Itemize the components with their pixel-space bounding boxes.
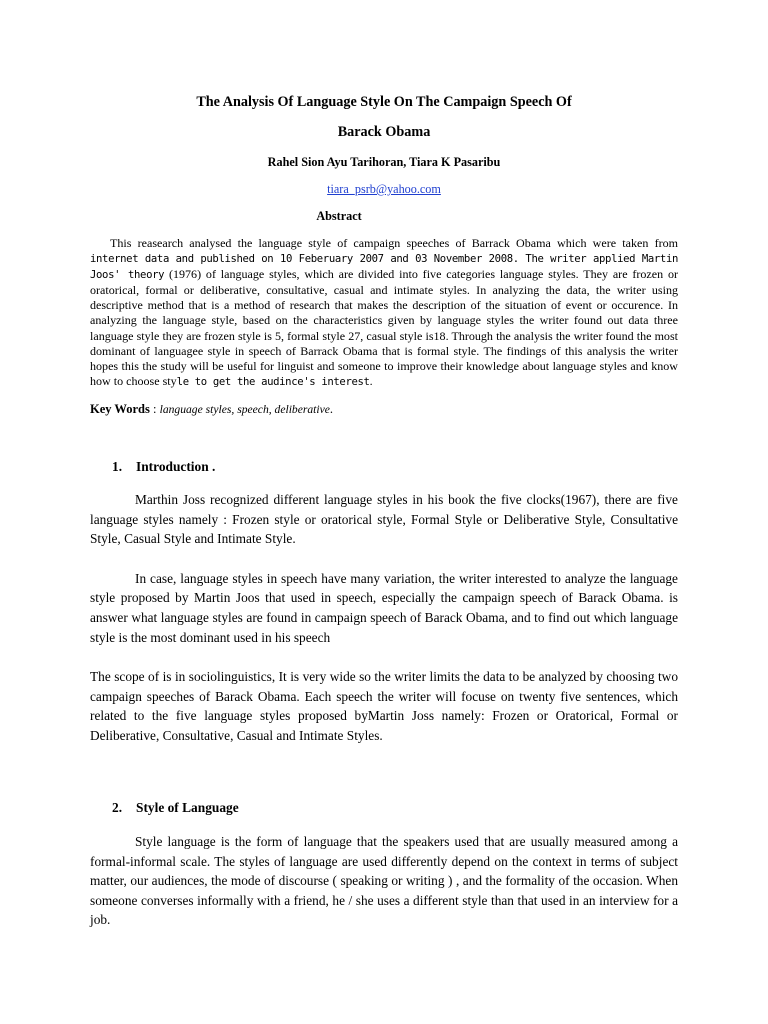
author-list: Rahel Sion Ayu Tarihoran, Tiara K Pasaribu [267, 155, 501, 169]
section-number: 2. [112, 800, 123, 815]
section-number: 1. [112, 459, 123, 474]
abstract-paragraph [90, 236, 678, 390]
abstract-text-mono-1: internet data and published on 10 Feberuary 2007 and 03 November 2008. The writer applied Martin Joos' theory [90, 253, 678, 282]
keywords-value: language styles, speech, deliberative [159, 403, 330, 416]
abstract-text-2: (1976) of language styles, which are divided into five categories language styles. They are frozen or oratorical, formal or deliberative, consultative, casual and intimate styles. In analyzing the data, the writer using descriptive method that is a method of research that makes the description of the situation of event or occurence. In analyzing the language style, based on the characteristics given by language styles the writer found out data three language style they are frozen style is 5, formal style 27, casual style is18. Through the analysis the writer found the most dominant of languagee style in speech of Barrack Obama that is formal style. The findings of this analysis the writer hopes this the study will be useful for linguist and someone to improve their knowledge about language styles and know how to choose sty [90, 267, 678, 388]
keywords-line [90, 402, 333, 417]
section-title: Introduction . [136, 459, 216, 474]
section-title: Style of Language [136, 800, 239, 815]
abstract-heading: Abstract [316, 209, 362, 223]
paper-title-line-2: Barack Obama [337, 124, 431, 140]
email-line [0, 182, 768, 197]
abstract-text-mono-2: le to get the audince's interest [176, 375, 370, 388]
keywords-end: . [329, 402, 334, 416]
abstract-body [90, 236, 678, 390]
keywords-label: Key Words [90, 402, 150, 416]
email-link[interactable]: tiara_psrb@yahoo.com [327, 182, 441, 196]
abstract-text-3: . [369, 373, 373, 388]
section-2-body [90, 832, 678, 930]
section-heading-style-of-language [112, 800, 239, 816]
section-1-body [90, 490, 678, 746]
style-paragraph-1: Style language is the form of language that the speakers used that are usually measured among a formal-informal scale. The styles of language are used differently depend on the context in terms of subject matter, our audiences, the mode of discourse ( speaking or writing ) , and the formality of the occasion. When someone converses informally with a friend, he / she uses a different style than that used in an interview for a job. [90, 834, 678, 928]
intro-paragraph-1: Marthin Joss recognized different language styles in his book the five clocks(1967), there are five language styles namely : Frozen style or oratorical style, Formal Style or Deliberative Style, Consultative Style, Casual Style and Intimate Style. [90, 492, 678, 547]
section-heading-introduction [112, 459, 215, 475]
paper-title-line-1: The Analysis Of Language Style On The Campaign Speech Of [196, 94, 572, 110]
intro-paragraph-3: The scope of is in sociolinguistics, It is very wide so the writer limits the data to be analyzed by choosing two campaign speeches of Barack Obama. Each speech the writer will focuse on twenty five sentences, which related to the five language styles proposed byMartin Joss namely: Frozen or Oratorical, Formal or Deliberative, Consultative, Casual and Intimate Styles. [90, 669, 678, 743]
abstract-text-1: This reasearch analysed the language style of campaign speeches of Barrack Obama which were taken from [110, 236, 678, 250]
intro-paragraph-2: In case, language styles in speech have many variation, the writer interested to analyze the language style proposed by Martin Joos that used in speech, especially the campaign speech of Barack Obama. is answer what language styles are found in campaign speech of Barack Obama, and to find out which language style is the most dominant used in his speech [90, 570, 678, 645]
keywords-separator: : [149, 402, 160, 416]
